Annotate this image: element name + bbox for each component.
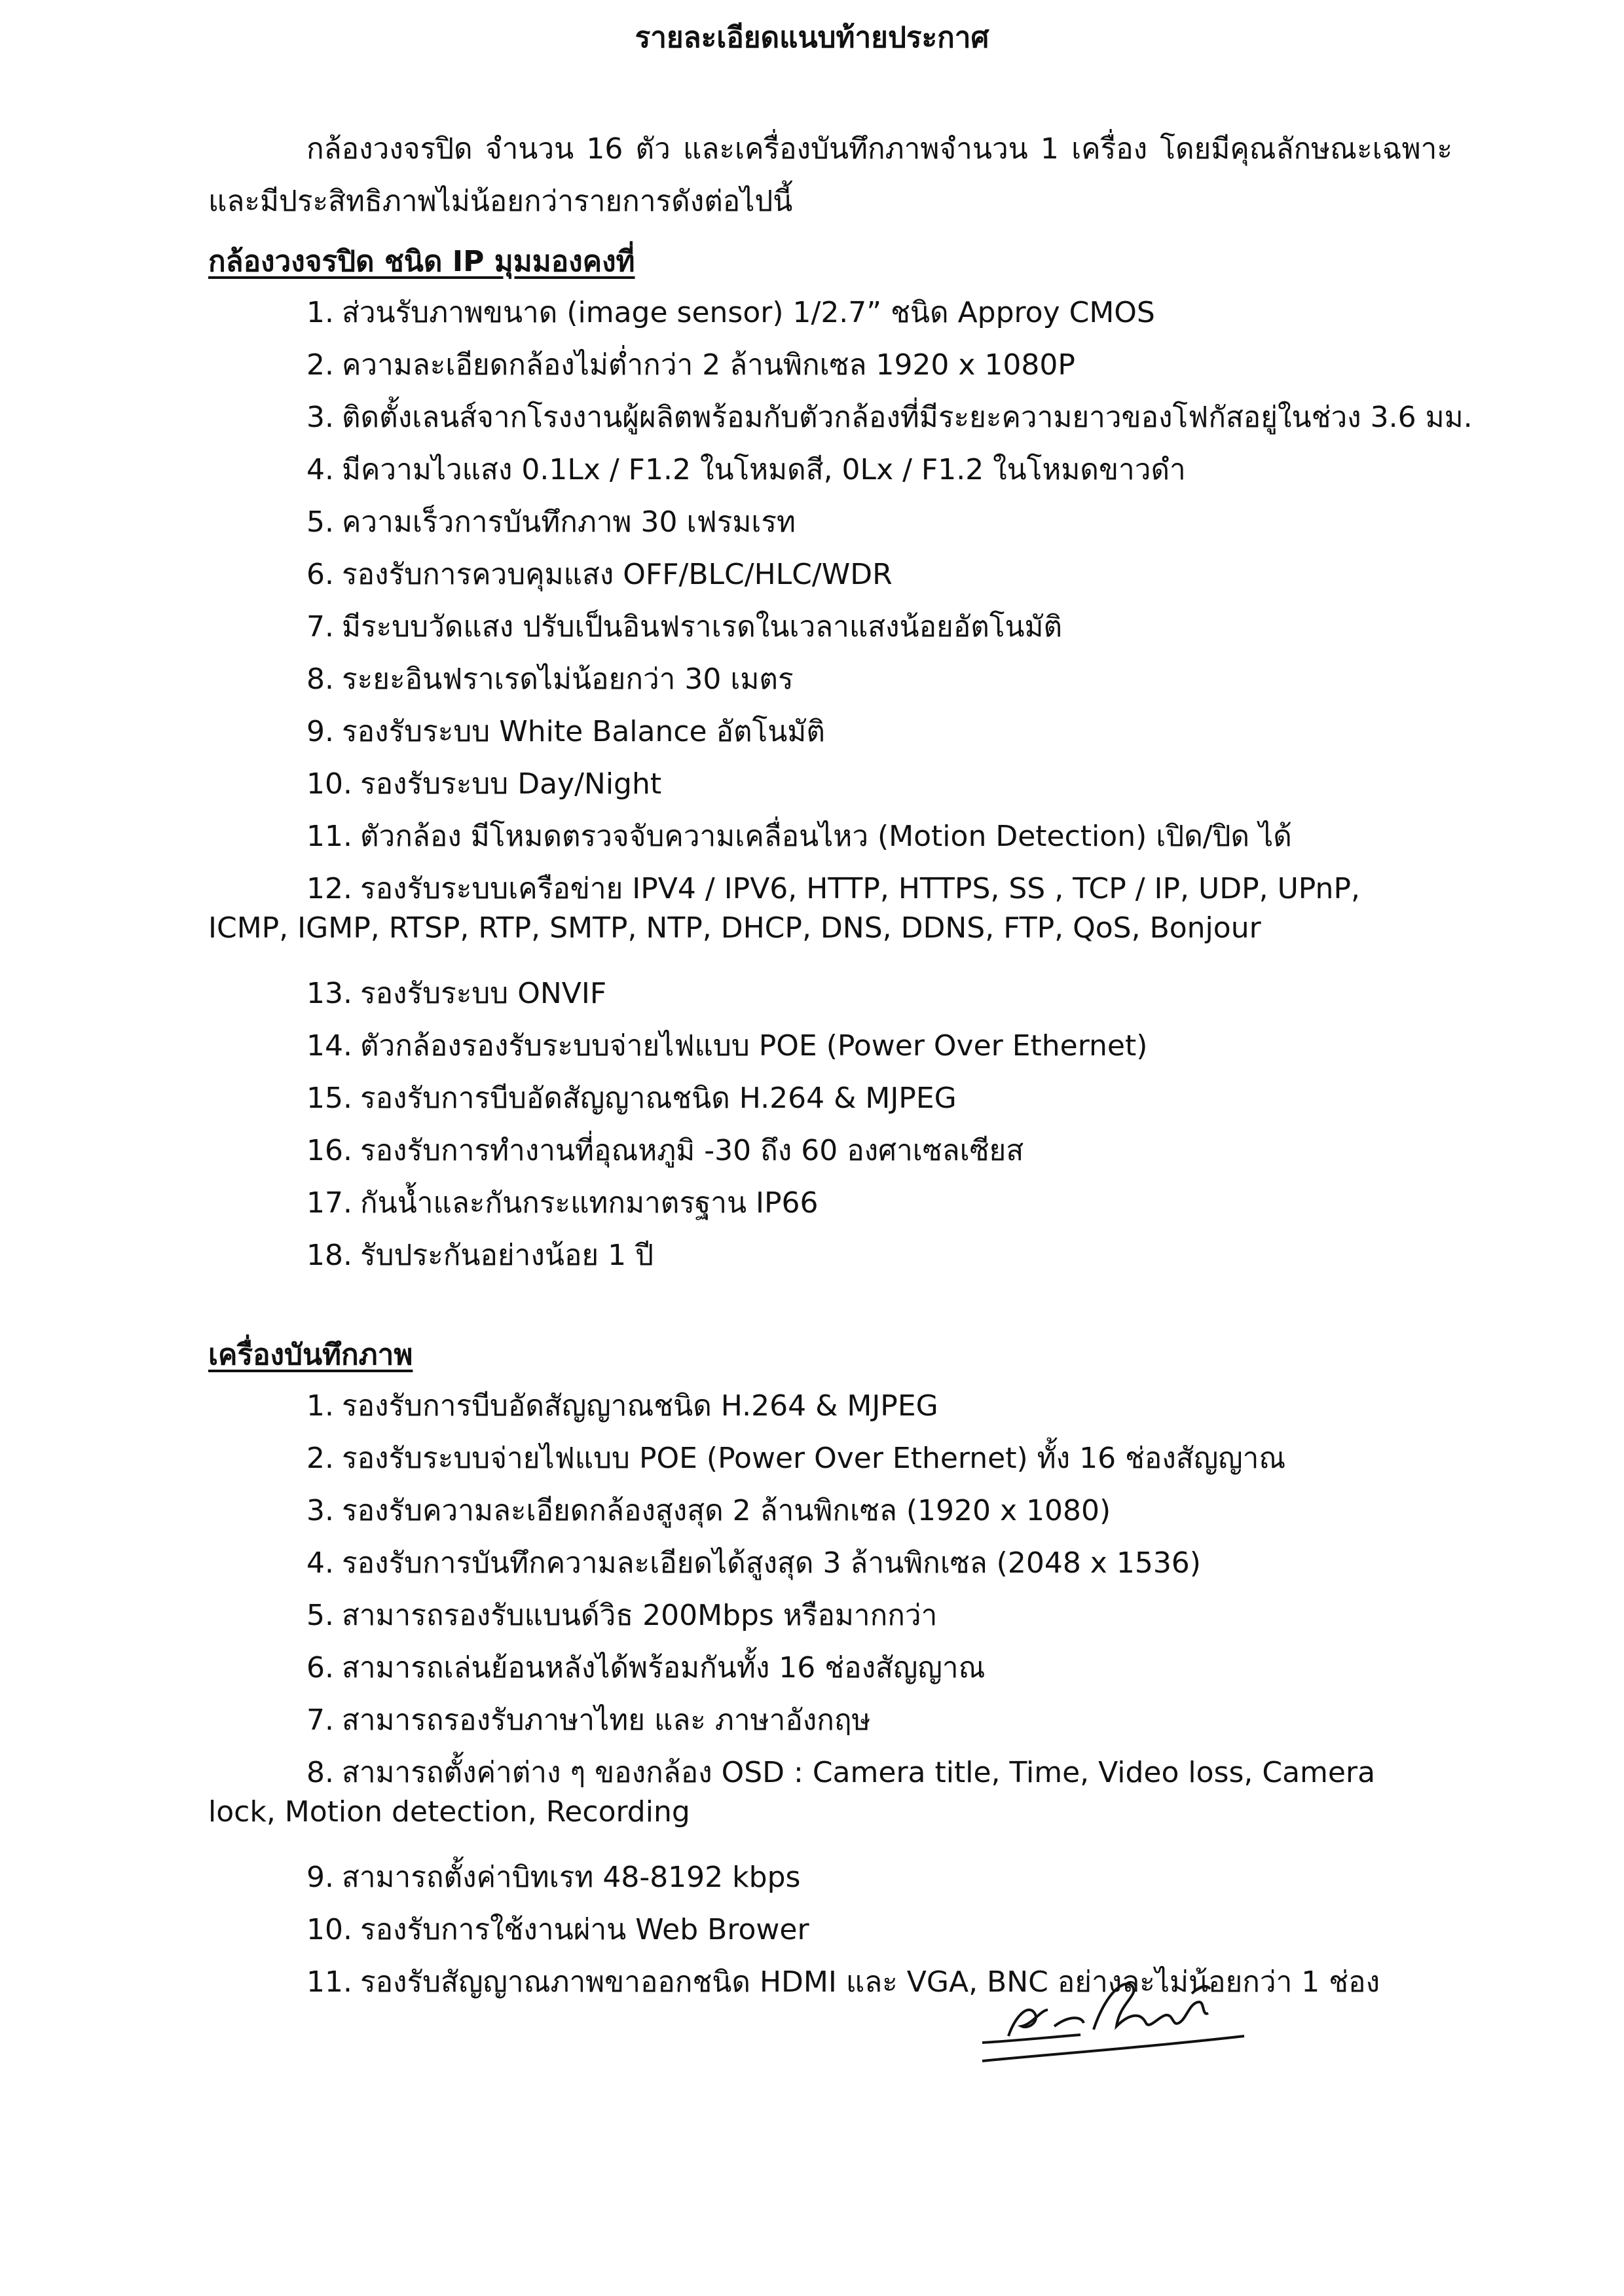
camera-spec-item xyxy=(208,1027,1439,1079)
camera-spec-item-text: ติดตั้งเลนส์จากโรงงานผู้ผลิตพร้อมกับตัวกล้องที่มีระยะความยาวของโฟกัสอยู่ในช่วง 3.6 มม. xyxy=(341,401,1473,434)
camera-spec-item xyxy=(208,869,1439,974)
recorder-spec-item xyxy=(208,1491,1439,1544)
camera-spec-item-number: 9. xyxy=(306,715,334,748)
camera-spec-item-text: รองรับการทำงานที่อุณหภูมิ -30 ถึง 60 องศาเซลเซียส xyxy=(360,1134,1024,1167)
recorder-spec-item xyxy=(208,1649,1439,1701)
camera-spec-item-number: 3. xyxy=(306,401,334,434)
camera-section-heading: กล้องวงจรปิด ชนิด IP มุมมองคงที่ xyxy=(208,245,635,278)
camera-spec-item-text: ระยะอินฟราเรดไม่น้อยกว่า 30 เมตร xyxy=(341,663,794,696)
recorder-spec-item-number: 2. xyxy=(306,1442,334,1475)
camera-spec-item xyxy=(208,608,1439,660)
recorder-spec-item-text: รองรับความละเอียดกล้องสูงสุด 2 ล้านพิกเซล (1920 x 1080) xyxy=(341,1494,1111,1527)
camera-spec-item xyxy=(208,1131,1439,1184)
camera-spec-item-text: มีความไวแสง 0.1Lx / F1.2 ในโหมดสี, 0Lx / F1.2 ในโหมดขาวดำ xyxy=(341,453,1186,486)
camera-spec-item-number: 12. xyxy=(306,872,352,905)
signature xyxy=(969,1964,1257,2075)
recorder-spec-item-number: 7. xyxy=(306,1704,334,1737)
camera-spec-item xyxy=(208,450,1439,503)
recorder-spec-item-number: 5. xyxy=(306,1599,334,1632)
intro-paragraph: กล้องวงจรปิด จำนวน 16 ตัว และเครื่องบันทึกภาพจำนวน 1 เครื่อง โดยมีคุณลักษณะเฉพาะและมีประสิทธิภาพไม่น้อยกว่ารายการดังต่อไปนี้ xyxy=(208,132,1452,218)
recorder-spec-item xyxy=(208,1910,1439,1963)
recorder-spec-item-number: 11. xyxy=(306,1965,352,1999)
camera-spec-item-number: 7. xyxy=(306,610,334,644)
camera-spec-item-number: 6. xyxy=(306,558,334,591)
camera-spec-item xyxy=(208,1079,1439,1131)
camera-spec-item-text: ตัวกล้อง มีโหมดตรวจจับความเคลื่อนไหว (Motion Detection) เปิด/ปิด ได้ xyxy=(360,820,1292,853)
recorder-spec-item xyxy=(208,1701,1439,1753)
camera-spec-item-number: 14. xyxy=(306,1029,352,1063)
camera-spec-item xyxy=(208,398,1473,450)
camera-spec-item-text: รองรับการบีบอัดสัญญาณชนิด H.264 & MJPEG xyxy=(360,1082,957,1115)
camera-spec-item-number: 15. xyxy=(306,1082,352,1115)
camera-spec-item-number: 11. xyxy=(306,820,352,853)
camera-spec-item xyxy=(208,974,1439,1027)
recorder-spec-item-number: 8. xyxy=(306,1756,334,1789)
recorder-spec-item-number: 3. xyxy=(306,1494,334,1527)
camera-spec-item-number: 13. xyxy=(306,977,352,1010)
camera-spec-item-text: ตัวกล้องรองรับระบบจ่ายไฟแบบ POE (Power Over Ethernet) xyxy=(360,1029,1148,1063)
camera-spec-item xyxy=(208,503,1439,555)
camera-spec-item-number: 8. xyxy=(306,663,334,696)
camera-spec-item-text: ความละเอียดกล้องไม่ต่ำกว่า 2 ล้านพิกเซล 1920 x 1080P xyxy=(341,348,1075,382)
camera-spec-item xyxy=(208,555,1439,608)
document-title: รายละเอียดแนบท้ายประกาศ xyxy=(635,21,989,54)
camera-spec-item-text: รองรับระบบ White Balance อัตโนมัติ xyxy=(341,715,825,748)
recorder-spec-item-text: รองรับการใช้งานผ่าน Web Brower xyxy=(360,1913,809,1946)
camera-spec-item xyxy=(208,1184,1439,1236)
recorder-spec-item xyxy=(208,1753,1439,1858)
camera-spec-item xyxy=(208,1236,1439,1288)
recorder-spec-item-text: รองรับการบีบอัดสัญญาณชนิด H.264 & MJPEG xyxy=(341,1389,938,1423)
camera-spec-item-text: รองรับระบบ ONVIF xyxy=(360,977,607,1010)
recorder-spec-item-text: รองรับระบบจ่ายไฟแบบ POE (Power Over Ethernet) ทั้ง 16 ช่องสัญญาณ xyxy=(341,1442,1286,1475)
recorder-spec-item-number: 4. xyxy=(306,1546,334,1580)
recorder-spec-item-number: 10. xyxy=(306,1913,352,1946)
recorder-spec-item-text: สามารถตั้งค่าต่าง ๆ ของกล้อง OSD : Camera title, Time, Video loss, Camera lock, Motion detection, Recording xyxy=(208,1756,1376,1829)
camera-spec-item-number: 17. xyxy=(306,1186,352,1220)
camera-spec-item xyxy=(208,346,1439,398)
camera-spec-item xyxy=(208,765,1439,817)
camera-spec-item-text: รับประกันอย่างน้อย 1 ปี xyxy=(360,1239,654,1272)
camera-spec-item-number: 10. xyxy=(306,767,352,801)
camera-spec-item-number: 5. xyxy=(306,505,334,539)
recorder-section-heading: เครื่องบันทึกภาพ xyxy=(208,1338,413,1372)
recorder-spec-item xyxy=(208,1596,1439,1649)
recorder-spec-item-text: รองรับสัญญาณภาพขาออกชนิด HDMI และ VGA, BNC อย่างละไม่น้อยกว่า 1 ช่อง xyxy=(360,1965,1380,1999)
camera-spec-item xyxy=(208,817,1439,869)
recorder-spec-item-number: 1. xyxy=(306,1389,334,1423)
recorder-spec-item-text: สามารถรองรับแบนด์วิธ 200Mbps หรือมากกว่า xyxy=(341,1599,938,1632)
recorder-spec-item-text: สามารถรองรับภาษาไทย และ ภาษาอังกฤษ xyxy=(341,1704,871,1737)
recorder-spec-item xyxy=(208,1544,1439,1596)
recorder-spec-item-text: สามารถตั้งค่าบิทเรท 48-8192 kbps xyxy=(341,1861,801,1894)
recorder-spec-item xyxy=(208,1858,1439,1910)
camera-spec-item-text: ส่วนรับภาพขนาด (image sensor) 1/2.7” ชนิด Approy CMOS xyxy=(341,296,1155,329)
camera-spec-item-number: 4. xyxy=(306,453,334,486)
camera-spec-item-number: 16. xyxy=(306,1134,352,1167)
camera-spec-item xyxy=(208,293,1439,346)
camera-spec-item-number: 18. xyxy=(306,1239,352,1272)
recorder-spec-item-number: 9. xyxy=(306,1861,334,1894)
camera-spec-item-number: 2. xyxy=(306,348,334,382)
camera-spec-item xyxy=(208,712,1439,765)
recorder-spec-item-number: 6. xyxy=(306,1651,334,1685)
camera-spec-item-text: ความเร็วการบันทึกภาพ 30 เฟรมเรท xyxy=(341,505,796,539)
camera-spec-item-text: รองรับระบบเครือข่าย IPV4 / IPV6, HTTP, HTTPS, SS , TCP / IP, UDP, UPnP, ICMP, IGMP, RTSP, RTP, SMTP, NTP, DHCP, DNS, DDNS, FTP, QoS, Bonjour xyxy=(208,872,1360,945)
recorder-spec-item-text: สามารถเล่นย้อนหลังได้พร้อมกันทั้ง 16 ช่องสัญญาณ xyxy=(341,1651,986,1685)
camera-spec-list xyxy=(208,293,1473,1288)
camera-spec-item-text: มีระบบวัดแสง ปรับเป็นอินฟราเรดในเวลาแสงน้อยอัตโนมัติ xyxy=(341,610,1063,644)
recorder-spec-list xyxy=(208,1387,1439,2015)
camera-spec-item-text: กันน้ำและกันกระแทกมาตรฐาน IP66 xyxy=(360,1186,819,1220)
camera-spec-item xyxy=(208,660,1439,712)
recorder-spec-item xyxy=(208,1439,1439,1491)
camera-spec-item-text: รองรับการควบคุมแสง OFF/BLC/HLC/WDR xyxy=(341,558,893,591)
camera-spec-item-text: รองรับระบบ Day/Night xyxy=(360,767,662,801)
camera-spec-item-number: 1. xyxy=(306,296,334,329)
recorder-spec-item-text: รองรับการบันทึกความละเอียดได้สูงสุด 3 ล้านพิกเซล (2048 x 1536) xyxy=(341,1546,1201,1580)
recorder-spec-item xyxy=(208,1387,1439,1439)
